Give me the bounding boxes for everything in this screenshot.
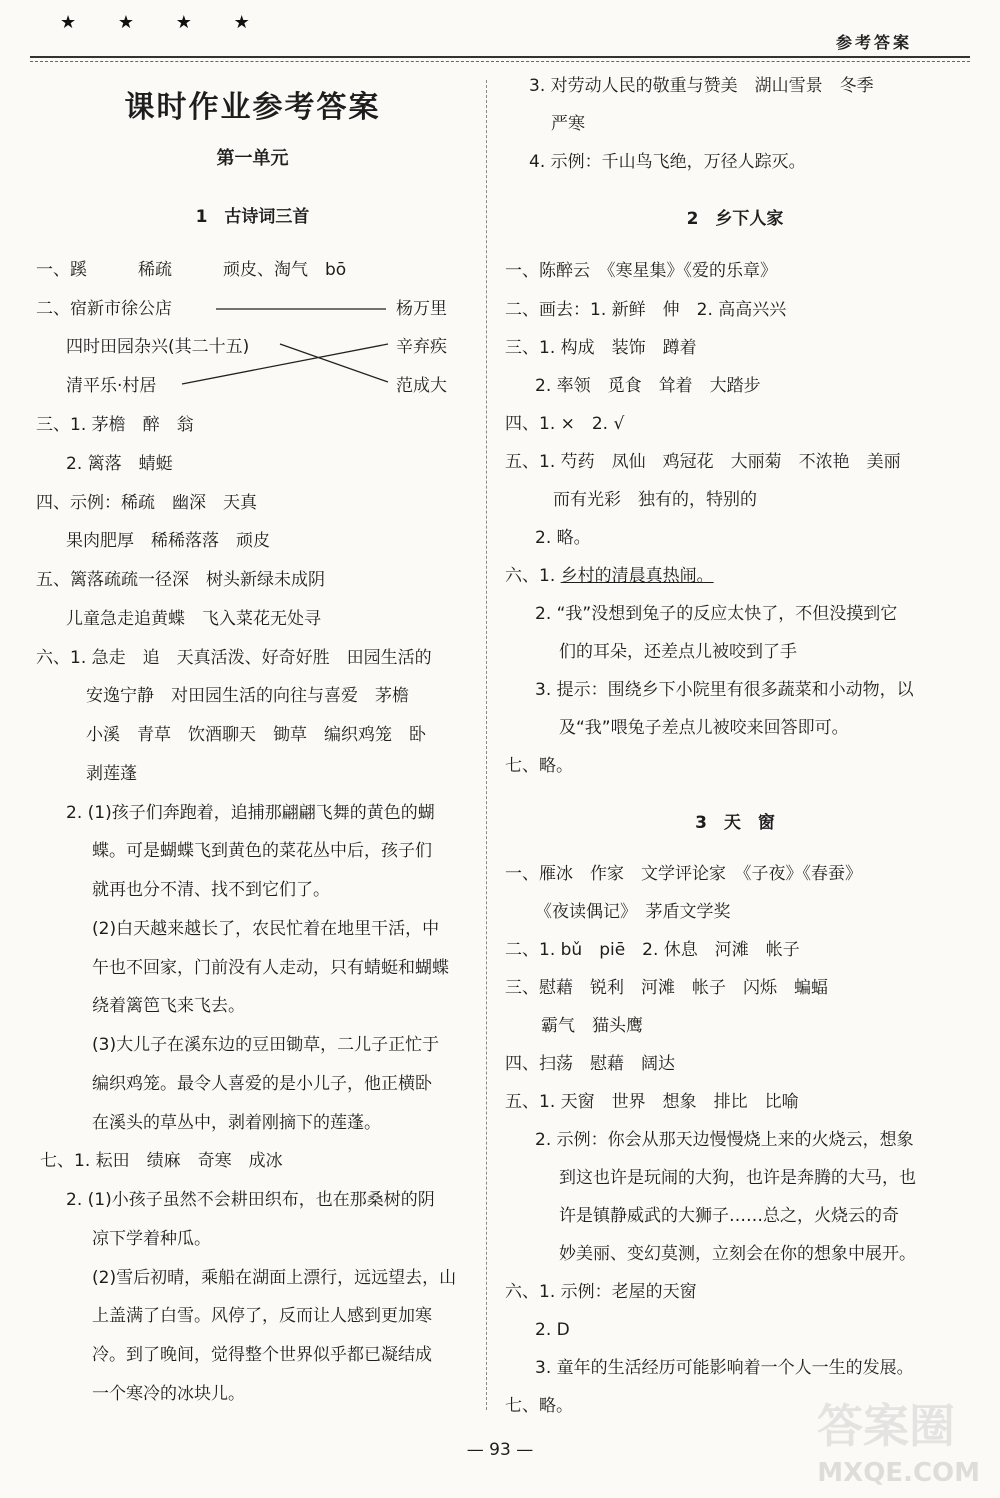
answer-line: 3. 提示：围绕乡下小院里有很多蔬菜和小动物，以 (535, 680, 914, 700)
answer-line: 2. 率领 觅食 耸着 大踏步 (535, 376, 761, 396)
answer-line: 妙美丽、变幻莫测，立刻会在你的想象中展开。 (559, 1244, 916, 1264)
main-title: 课时作业参考答案 (124, 90, 381, 125)
answer-line: 四、示例：稀疏 幽深 天真 (36, 493, 257, 513)
star-icons: ★ ★ ★ ★ (60, 12, 268, 33)
answer-line: 到这也许是玩闹的大狗，也许是奔腾的大马，也 (559, 1168, 916, 1188)
answer-line: 《夜读偶记》 茅盾文学奖 (535, 902, 731, 922)
answer-line: 果肉肥厚 稀稀落落 顽皮 (66, 531, 270, 551)
answer-line: 一、蹊 稀疏 顽皮、淘气 bō (36, 260, 347, 280)
poet-name: 辛弃疾 (396, 337, 447, 357)
answer-line: 七、略。 (505, 1396, 573, 1416)
answer-line: 三、1. 茅檐 醉 翁 (36, 415, 194, 435)
answer-line: 2. 示例：你会从那天边慢慢烧上来的火烧云，想象 (535, 1130, 914, 1150)
answer-line: 2. 略。 (535, 528, 591, 548)
answer-line: 四时田园杂兴(其二十五) (66, 337, 250, 357)
answer-line: 四、扫荡 慰藉 阔达 (505, 1054, 675, 1074)
answer-line: 严寒 (551, 114, 585, 134)
answer-line: 安逸宁静 对田园生活的向往与喜爱 茅檐 (86, 686, 409, 706)
section-title-2: 2 乡下人家 (686, 209, 784, 229)
matching-lines (30, 72, 475, 412)
answer-line: 3. 对劳动人民的敬重与赞美 湖山雪景 冬季 (529, 76, 874, 96)
answer-line: 一、陈醉云 《寒星集》《爱的乐章》 (505, 261, 777, 281)
answer-line: 冷。到了晚间，觉得整个世界似乎都已凝结成 (92, 1345, 432, 1365)
poet-name: 杨万里 (396, 299, 447, 319)
answer-line: 儿童急走追黄蝶 飞入菜花无处寻 (66, 609, 321, 629)
section-title-3: 3 天 窗 (695, 813, 775, 833)
answer-prefix: 六、1. (505, 566, 561, 586)
answer-line: 2. “我”没想到兔子的反应太快了，不但没摸到它 (535, 604, 898, 624)
answer-line: 五、1. 天窗 世界 想象 排比 比喻 (505, 1092, 799, 1112)
answer-line: 就再也分不清、找不到它们了。 (92, 880, 330, 900)
unit-title: 第一单元 (216, 148, 289, 169)
section-title-1: 1 古诗词三首 (195, 207, 310, 227)
answer-line: 二、宿新市徐公店 (36, 299, 172, 319)
answer-line: 凉下学着种瓜。 (92, 1229, 211, 1249)
answer-line: 小溪 青草 饮酒聊天 锄草 编织鸡笼 卧 (86, 725, 426, 745)
answer-line: 五、篱落疏疏一径深 树头新绿未成阴 (36, 570, 325, 590)
match-line (182, 344, 388, 384)
watermark (790, 1398, 980, 1488)
match-line (280, 344, 388, 382)
answer-line: 三、慰藉 锐利 河滩 帐子 闪烁 蝙蝠 (505, 978, 828, 998)
answer-line: (2)白天越来越长了，农民忙着在地里干活，中 (92, 919, 440, 939)
answer-line: 四、1. × 2. √ (505, 414, 625, 434)
header-rule (30, 56, 970, 58)
answer-line: 清平乐·村居 (66, 376, 157, 396)
answer-line: 2. 篱落 蜻蜓 (66, 454, 173, 474)
answer-line: (3)大儿子在溪东边的豆田锄草，二儿子正忙于 (92, 1035, 440, 1055)
answer-line: 七、略。 (505, 756, 573, 776)
answer-line: 2. (1)小孩子虽然不会耕田织布，也在那桑树的阴 (66, 1190, 435, 1210)
answer-line: 们的耳朵，还差点儿被咬到了手 (559, 642, 797, 662)
header-title: 参考答案 (835, 33, 912, 52)
answer-line: 六、1. 示例：老屋的天窗 (505, 1282, 697, 1302)
answer-line: 一个寒冷的冰块儿。 (92, 1384, 245, 1404)
answer-line (505, 564, 714, 588)
page-header (30, 0, 970, 62)
answer-line: 霸气 猫头鹰 (541, 1016, 643, 1036)
answer-line: 七、1. 耘田 绩麻 奇寒 成冰 (40, 1151, 283, 1171)
answer-line: 剥莲蓬 (86, 764, 137, 784)
column-divider (486, 80, 487, 1410)
answer-line: 绕着篱笆飞来飞去。 (92, 996, 245, 1016)
answer-line: 二、画去：1. 新鲜 伸 2. 高高兴兴 (505, 300, 787, 320)
answer-line: 午也不回家，门前没有人走动，只有蜻蜓和蝴蝶 (92, 958, 449, 978)
answer-line: 上盖满了白雪。风停了，反而让人感到更加寒 (92, 1306, 432, 1326)
answer-line: 蝶。可是蝴蝶飞到黄色的菜花丛中后，孩子们 (92, 841, 432, 861)
answer-line: (2)雪后初晴，乘船在湖面上漂行，远远望去，山 (92, 1268, 457, 1288)
answer-line: 3. 童年的生活经历可能影响着一个人一生的发展。 (535, 1358, 914, 1378)
answer-line: 五、1. 芍药 凤仙 鸡冠花 大丽菊 不浓艳 美丽 (505, 452, 901, 472)
poet-name: 范成大 (396, 376, 447, 396)
answer-line: 编织鸡笼。最令人喜爱的是小儿子，他正横卧 (92, 1074, 432, 1094)
answer-line: 2. D (535, 1320, 570, 1340)
watermark-url: MXQE.COM (817, 1458, 980, 1488)
answer-line: 三、1. 构成 装饰 蹲着 (505, 338, 697, 358)
watermark-logo: 答案圈 (817, 1399, 955, 1453)
page-number: — 93 — (466, 1440, 534, 1460)
underlined-answer: 乡村的清晨真热闹。 (560, 566, 714, 586)
header-dashed-rule (30, 61, 970, 62)
answer-line: 4. 示例：千山鸟飞绝，万径人踪灭。 (529, 152, 806, 172)
answer-line: 六、1. 急走 追 天真活泼、好奇好胜 田园生活的 (36, 648, 432, 668)
answer-line: 及“我”喂兔子差点儿被咬来回答即可。 (559, 718, 849, 738)
answer-line: 在溪头的草丛中，剥着刚摘下的莲蓬。 (92, 1113, 381, 1133)
answer-line: 而有光彩 独有的，特别的 (553, 490, 757, 510)
answer-line: 二、1. bǔ piē 2. 休息 河滩 帐子 (505, 940, 800, 960)
answer-line: 许是镇静威武的大狮子……总之，火烧云的奇 (559, 1206, 899, 1226)
answer-line: 一、雁冰 作家 文学评论家 《子夜》《春蚕》 (505, 864, 862, 884)
answer-line: 2. (1)孩子们奔跑着，追捕那翩翩飞舞的黄色的蝴 (66, 803, 435, 823)
